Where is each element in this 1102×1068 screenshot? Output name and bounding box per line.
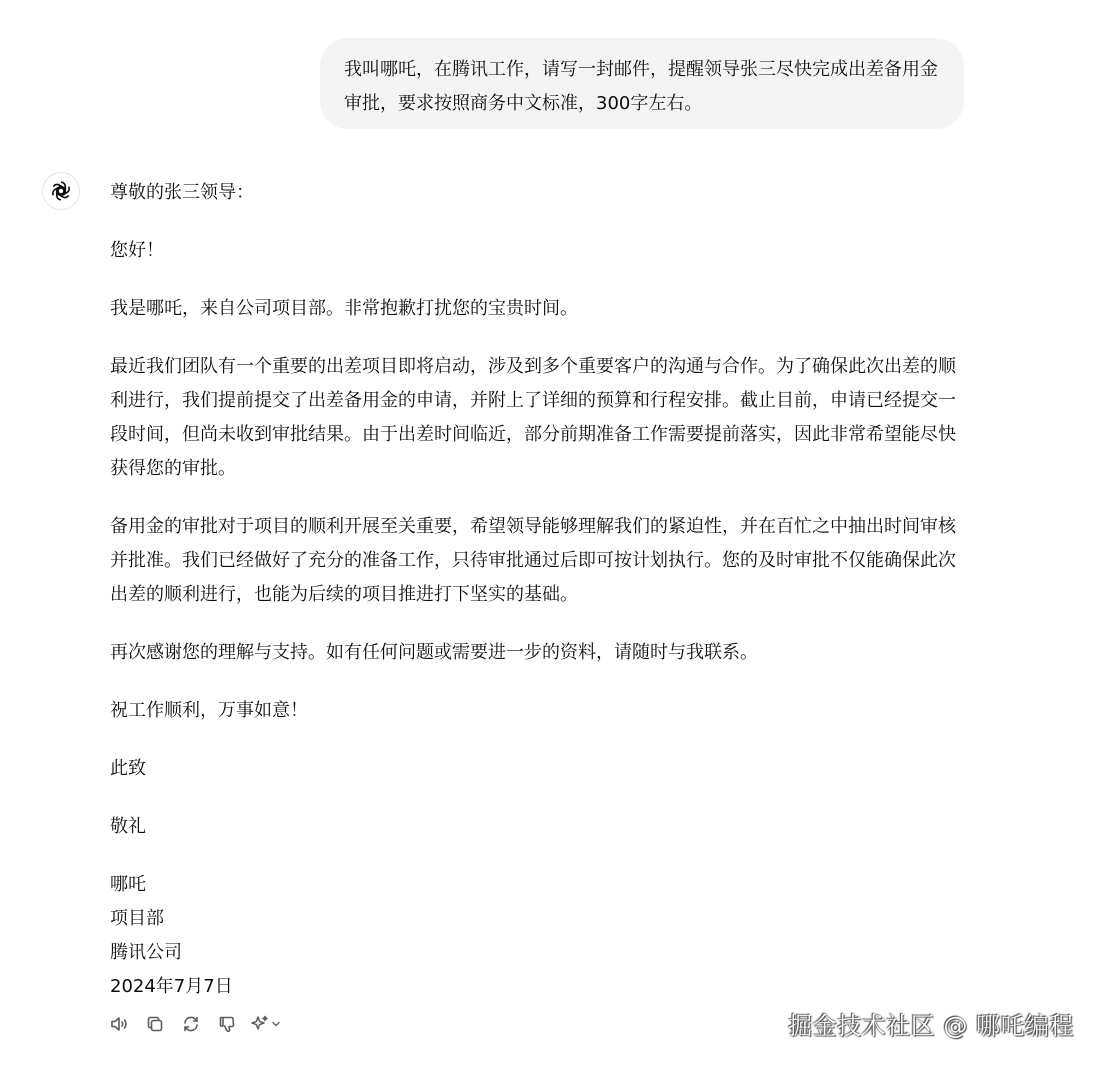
copy-icon: [145, 1014, 165, 1034]
assistant-avatar: [42, 172, 80, 210]
email-wish: 祝工作顺利，万事如意！: [110, 700, 308, 721]
chevron-down-icon: [270, 1018, 282, 1030]
regenerate-icon: [181, 1014, 201, 1034]
user-message-bubble: [320, 38, 964, 129]
watermark: 掘金技术社区 @ 哪吒编程: [788, 1012, 1074, 1040]
email-closing-1: 此致: [110, 758, 146, 779]
message-actions: [106, 1011, 296, 1037]
email-closing-2: 敬礼: [110, 816, 146, 837]
email-hello: 您好！: [110, 240, 164, 261]
bad-response-button[interactable]: [214, 1011, 240, 1037]
email-paragraph: 最近我们团队有一个重要的出差项目即将启动，涉及到多个重要客户的沟通与合作。为了确保此次出差的顺利进行，我们提前提交了出差备用金的申请，并附上了详细的预算和行程安排。截止目前，申请已经提交一段时间，但尚未收到审批结果。由于出差时间临近，部分前期准备工作需要提前落实，因此非常希望能尽快获得您的审批。: [110, 356, 956, 479]
copy-button[interactable]: [142, 1011, 168, 1037]
email-paragraph: 我是哪吒，来自公司项目部。非常抱歉打扰您的宝贵时间。: [110, 298, 578, 319]
speaker-icon: [109, 1014, 129, 1034]
switch-model-button[interactable]: [250, 1011, 286, 1037]
signature-date: 2024年7月7日: [110, 976, 233, 997]
read-aloud-button[interactable]: [106, 1011, 132, 1037]
assistant-reply: [110, 176, 960, 1004]
sparkle-model-icon: [250, 1014, 270, 1034]
user-message-text: 我叫哪吒，在腾讯工作，请写一封邮件，提醒领导张三尽快完成出差备用金审批，要求按照商务中文标准，300字左右。: [344, 59, 938, 114]
signature-name: 哪吒: [110, 874, 146, 895]
thumbs-down-icon: [217, 1014, 237, 1034]
email-paragraph: 备用金的审批对于项目的顺利开展至关重要，希望领导能够理解我们的紧迫性，并在百忙之中抽出时间审核并批准。我们已经做好了充分的准备工作，只待审批通过后即可按计划执行。您的及时审批不仅能确保此次出差的顺利进行，也能为后续的项目推进打下坚实的基础。: [110, 516, 956, 605]
email-greeting: 尊敬的张三领导：: [110, 182, 254, 203]
openai-logo-icon: [49, 179, 73, 203]
signature-company: 腾讯公司: [110, 942, 182, 963]
regenerate-button[interactable]: [178, 1011, 204, 1037]
signature-department: 项目部: [110, 908, 164, 929]
email-paragraph: 再次感谢您的理解与支持。如有任何问题或需要进一步的资料，请随时与我联系。: [110, 642, 758, 663]
